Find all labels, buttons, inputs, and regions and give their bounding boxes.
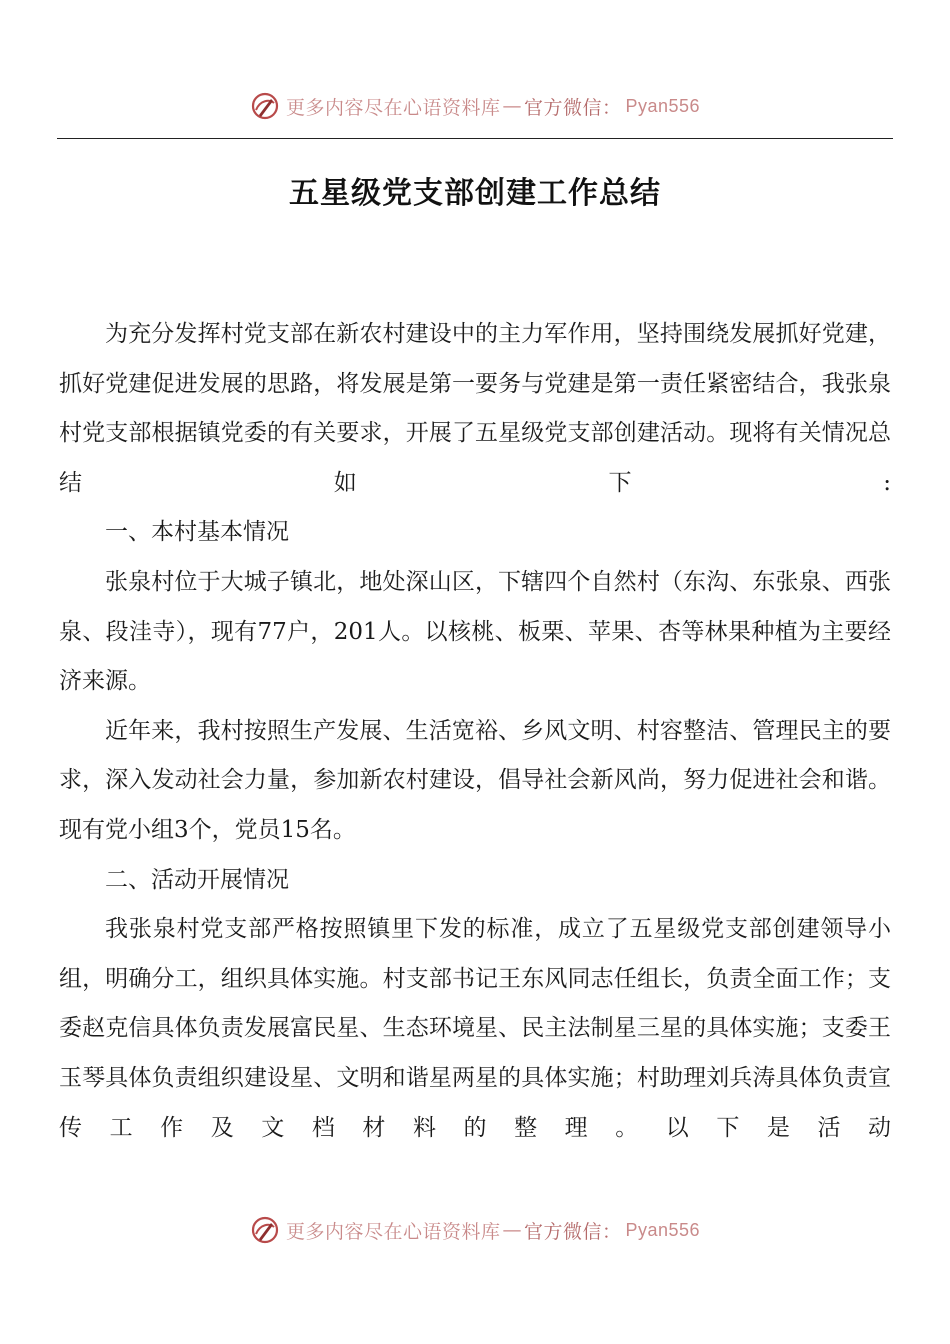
watermark-wechat-id: Pyan556 — [625, 1219, 701, 1240]
paragraph-intro: 为充分发挥村党支部在新农村建设中的主力军作用，坚持围绕发展抓好党建，抓好党建促进发展的思路，将发展是第一要务与党建是第一责任紧密结合，我张泉村党支部根据镇党委的有关要求，开展了五星级党支部创建活动。现将有关情况总结如下: — [59, 321, 891, 496]
watermark-separator: — — [502, 1219, 522, 1241]
pen-swirl-logo-icon — [250, 1215, 280, 1245]
section-heading-2: 二、活动开展情况 — [105, 866, 289, 893]
watermark-wechat-id: Pyan556 — [625, 95, 701, 116]
header-watermark — [0, 84, 950, 128]
watermark-main-text: 更多内容尽在心语资料库 — [285, 96, 501, 119]
paragraph-recent-years: 近年来，我村按照生产发展、生活宽裕、乡风文明、村容整洁、管理民主的要求，深入发动社会力量，参加新农村建设，倡导社会新风尚，努力促进社会和谐。现有党小组3个，党员15名。 — [59, 717, 891, 843]
paragraph-village-info: 张泉村位于大城子镇北，地处深山区，下辖四个自然村（东沟、东张泉、西张泉、段洼寺），现有77户，201人。以核桃、板栗、苹果、杏等林果种植为主要经济来源。 — [59, 568, 891, 695]
document-body — [59, 310, 891, 1153]
header-divider — [57, 138, 893, 139]
watermark-separator: — — [502, 95, 522, 117]
watermark-wechat-label: 官方微信： — [523, 96, 622, 119]
pen-swirl-logo-icon — [250, 91, 280, 121]
paragraph-activities: 我张泉村党支部严格按照镇里下发的标准，成立了五星级党支部创建领导小组，明确分工，组织具体实施。村支部书记王东风同志任组长，负责全面工作；支委赵克信具体负责发展富民星、生态环境星、民主法制星三星的具体实施；支委王玉琴具体负责组织建设星、文明和谐星两星的具体实施；村助理刘兵涛具体负责宣传工作及文档材料的整理。以下是活动 — [59, 916, 891, 1141]
watermark-main-text: 更多内容尽在心语资料库 — [285, 1220, 501, 1243]
document-title: 五星级党支部创建工作总结 — [289, 176, 661, 211]
footer-watermark — [0, 1208, 950, 1252]
section-heading-1: 一、本村基本情况 — [105, 519, 289, 546]
watermark-wechat-label: 官方微信： — [523, 1220, 622, 1243]
